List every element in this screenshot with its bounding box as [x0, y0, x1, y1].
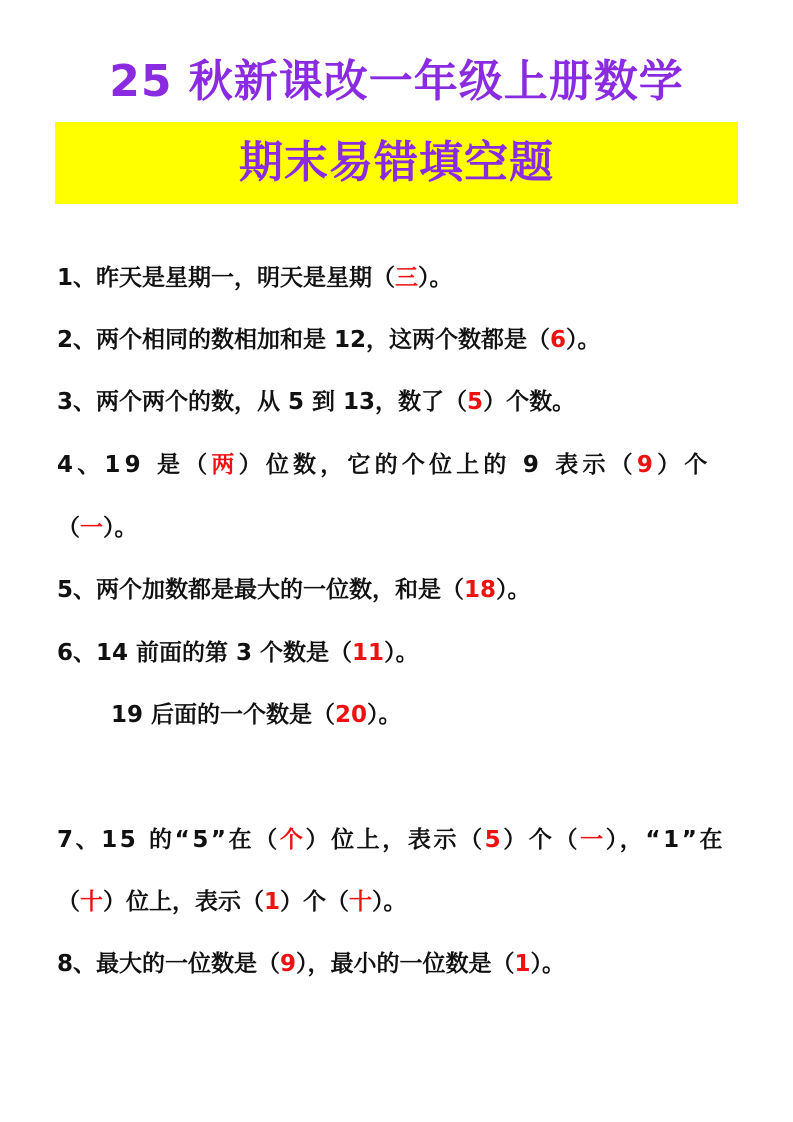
answer: 个	[279, 827, 306, 853]
question-text: ）。	[496, 577, 531, 603]
question-text: ）个（	[280, 889, 350, 915]
question-6-continued	[111, 700, 402, 730]
answer: 1	[264, 889, 281, 915]
question-text: ），“1”在	[605, 827, 726, 853]
answer: 9	[636, 452, 658, 478]
page-subtitle: 期末易错填空题	[239, 137, 554, 188]
question-text: 1、昨天是星期一，明天是星期（	[57, 265, 396, 291]
question-text: 19 后面的一个数是（	[111, 702, 336, 728]
answer: 20	[335, 702, 368, 728]
question-text: ）。	[384, 640, 419, 666]
question-text: 8、最大的一位数是（	[57, 951, 281, 977]
question-text: ）。	[418, 265, 453, 291]
answer: 一	[580, 827, 606, 853]
question-text: ）个	[657, 452, 712, 478]
question-text: ）位数，它的个位上的 9 表示（	[238, 452, 637, 478]
question-text: ）位上，表示（	[103, 889, 264, 915]
answer: 十	[80, 889, 103, 915]
answer: 1	[514, 951, 531, 977]
answer: 9	[280, 951, 297, 977]
subtitle-banner	[55, 122, 738, 204]
question-text: 4、19 是（	[57, 452, 212, 478]
question-1	[57, 263, 453, 293]
question-text: ）。	[367, 702, 402, 728]
question-2	[57, 325, 601, 355]
question-7	[57, 825, 725, 855]
question-text: （	[57, 889, 80, 915]
answer: 11	[352, 640, 385, 666]
answer: 一	[80, 515, 103, 541]
question-text: ）。	[566, 327, 601, 353]
question-7-continued	[57, 887, 407, 917]
question-text: ）。	[372, 889, 407, 915]
question-text: 3、两个两个的数，从 5 到 13，数了（	[57, 389, 468, 415]
question-text: 5、两个加数都是最大的一位数，和是（	[57, 577, 465, 603]
answer: 6	[550, 327, 567, 353]
question-text: ）个数。	[483, 389, 576, 415]
page-title: 25 秋新课改一年级上册数学	[109, 56, 684, 107]
answer: 5	[467, 389, 484, 415]
question-6	[57, 638, 419, 668]
question-text: 2、两个相同的数相加和是 12，这两个数都是（	[57, 327, 551, 353]
question-text: （	[57, 515, 80, 541]
question-4-continued	[57, 513, 138, 543]
question-text: ）个（	[503, 827, 581, 853]
question-text: ）。	[530, 951, 566, 977]
question-text: ）。	[103, 515, 138, 541]
answer: 三	[395, 265, 419, 291]
answer: 5	[484, 827, 504, 853]
question-4	[57, 450, 711, 480]
question-text: 7、15 的“5”在（	[57, 827, 280, 853]
question-5	[57, 575, 531, 605]
answer: 十	[349, 889, 373, 915]
question-3	[57, 387, 575, 417]
question-8	[57, 949, 565, 979]
question-text: 6、14 前面的第 3 个数是（	[57, 640, 353, 666]
answer: 18	[464, 577, 497, 603]
answer: 两	[211, 452, 239, 478]
question-text: ）位上，表示（	[305, 827, 485, 853]
question-text: ），最小的一位数是（	[296, 951, 515, 977]
